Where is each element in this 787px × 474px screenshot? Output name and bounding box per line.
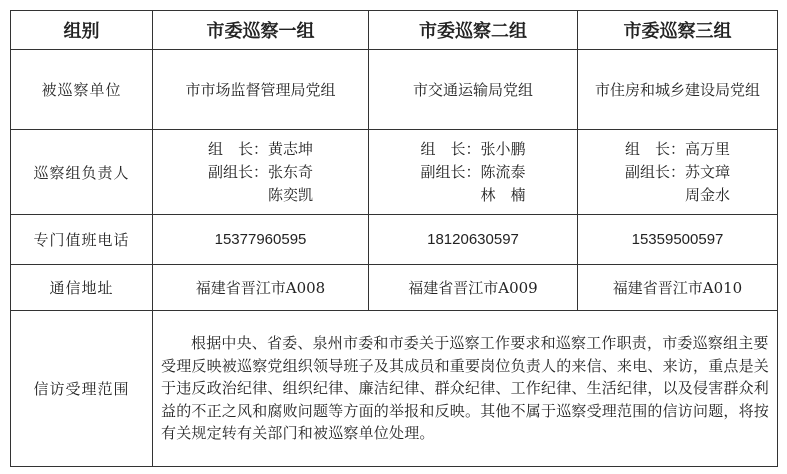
header-group-3: 市委巡察三组	[578, 11, 778, 50]
leader-name: 黄志坤	[268, 139, 314, 158]
units-row	[11, 50, 778, 130]
scope-text: 根据中央、省委、泉州市委和市委关于巡察工作要求和巡察工作职责，市委巡察组主要受理反映被巡察党组织领导班子及其成员和重要岗位负责人的来信、来电、来访，重点是关于违反政治纪律、组织纪律、廉洁纪律、群众纪律、工作纪律、生活纪律，以及侵害群众利益的不正之风和腐败问题等方面的举报和反映。其他不属于巡察受理范围的信访问题，将按有关规定转有关部门和被巡察单位处理。	[153, 311, 778, 467]
leaders-group-3	[578, 130, 778, 215]
leaders-group-2	[369, 130, 578, 215]
leader-label: 组 长：	[624, 139, 685, 158]
deputy-name: 周金水	[685, 185, 731, 204]
header-row	[11, 11, 778, 50]
deputy-label: 副组长：	[207, 162, 268, 181]
units-label: 被巡察单位	[11, 50, 153, 130]
scope-row	[11, 311, 778, 467]
deputy-name: 陈奕凯	[268, 185, 314, 204]
deputy-label: 副组长：	[420, 162, 481, 181]
phone-3: 15359500597	[578, 215, 778, 265]
deputy-name: 苏文璋	[685, 162, 731, 181]
phone-1: 15377960595	[153, 215, 369, 265]
unit-3: 市住房和城乡建设局党组	[578, 50, 778, 130]
deputy-name: 张东奇	[268, 162, 314, 181]
leader-name: 高万里	[685, 139, 731, 158]
header-group-1: 市委巡察一组	[153, 11, 369, 50]
leader-name: 张小鹏	[480, 139, 526, 158]
address-3: 福建省晋江市A010	[578, 265, 778, 311]
leaders-group-1	[153, 130, 369, 215]
address-row	[11, 265, 778, 311]
phone-2: 18120630597	[369, 215, 578, 265]
deputy-label: 副组长：	[624, 162, 685, 181]
deputy-name: 陈流泰	[480, 162, 526, 181]
address-label: 通信地址	[11, 265, 153, 311]
phone-label: 专门值班电话	[11, 215, 153, 265]
address-1: 福建省晋江市A008	[153, 265, 369, 311]
scope-label: 信访受理范围	[11, 311, 153, 467]
leader-label: 组 长：	[207, 139, 268, 158]
header-group-2: 市委巡察二组	[369, 11, 578, 50]
leaders-label: 巡察组负责人	[11, 130, 153, 215]
inspection-info-table	[10, 10, 778, 467]
address-2: 福建省晋江市A009	[369, 265, 578, 311]
phone-row	[11, 215, 778, 265]
unit-2: 市交通运输局党组	[369, 50, 578, 130]
leaders-row	[11, 130, 778, 215]
deputy-name: 林 楠	[480, 185, 526, 204]
leader-label: 组 长：	[420, 139, 481, 158]
header-group: 组别	[11, 11, 153, 50]
unit-1: 市市场监督管理局党组	[153, 50, 369, 130]
